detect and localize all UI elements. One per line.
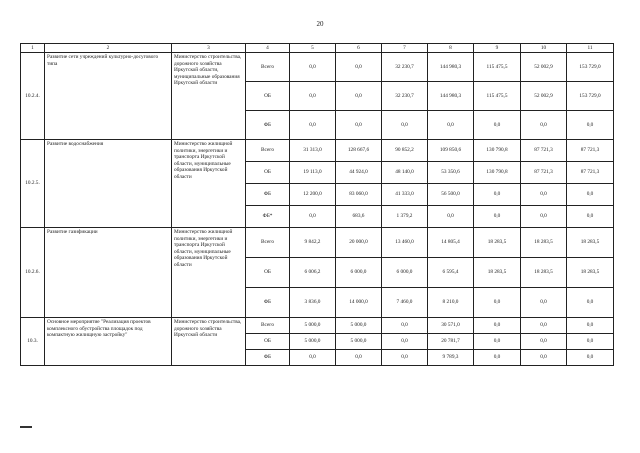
amount-cell: 0,0	[428, 111, 474, 140]
amount-cell: 0,0	[474, 206, 521, 228]
amount-cell: 115 475,5	[474, 53, 521, 82]
item-name: Основное мероприятие "Реализация проектов комплексного обустройства площадок под компактную жилищную застройку"	[45, 318, 172, 366]
amount-cell: 0,0	[474, 350, 521, 366]
header-row	[21, 44, 614, 53]
amount-cell: 0,0	[521, 334, 567, 350]
amount-cell: 3 836,0	[290, 288, 336, 318]
header-cell: 1	[21, 44, 45, 53]
budget-table	[20, 43, 614, 366]
amount-cell: 0,0	[567, 184, 614, 206]
amount-cell: 144 980,3	[428, 53, 474, 82]
item-name: Развитие сети учреждений культурно-досугового типа	[45, 53, 172, 140]
amount-cell: 18 283,5	[474, 228, 521, 258]
amount-cell: 13 460,0	[382, 228, 428, 258]
amount-cell: 7 460,0	[382, 288, 428, 318]
header-cell: 5	[290, 44, 336, 53]
table-row	[21, 140, 614, 162]
amount-cell: 18 283,5	[521, 258, 567, 288]
funding-source: ОБ	[246, 334, 290, 350]
funding-source: Всего	[246, 228, 290, 258]
header-cell: 6	[336, 44, 382, 53]
amount-cell: 0,0	[567, 334, 614, 350]
amount-cell: 9 789,3	[428, 350, 474, 366]
amount-cell: 0,0	[474, 334, 521, 350]
amount-cell: 52 002,9	[521, 53, 567, 82]
item-code: 10.2.4.	[21, 53, 45, 140]
amount-cell: 20 000,0	[336, 228, 382, 258]
amount-cell: 18 283,5	[521, 228, 567, 258]
funding-source: Всего	[246, 318, 290, 334]
amount-cell: 6 006,2	[290, 258, 336, 288]
amount-cell: 130 790,8	[474, 162, 521, 184]
amount-cell: 0,0	[521, 288, 567, 318]
table-row	[21, 53, 614, 82]
funding-source: ОБ	[246, 82, 290, 111]
amount-cell: 0,0	[567, 318, 614, 334]
amount-cell: 128 667,6	[336, 140, 382, 162]
amount-cell: 109 850,6	[428, 140, 474, 162]
amount-cell: 87 721,3	[521, 140, 567, 162]
amount-cell: 0,0	[290, 53, 336, 82]
header-cell: 4	[246, 44, 290, 53]
amount-cell: 32 230,7	[382, 82, 428, 111]
scan-mark	[20, 426, 32, 428]
amount-cell: 0,0	[428, 206, 474, 228]
amount-cell: 0,0	[521, 318, 567, 334]
amount-cell: 144 980,3	[428, 82, 474, 111]
amount-cell: 0,0	[336, 350, 382, 366]
funding-source: ФБ	[246, 111, 290, 140]
amount-cell: 87 721,3	[567, 140, 614, 162]
amount-cell: 0,0	[567, 350, 614, 366]
amount-cell: 32 230,7	[382, 53, 428, 82]
amount-cell: 0,0	[290, 350, 336, 366]
amount-cell: 90 852,2	[382, 140, 428, 162]
amount-cell: 18 283,5	[567, 228, 614, 258]
funding-source: ФБ	[246, 350, 290, 366]
amount-cell: 9 842,2	[290, 228, 336, 258]
header-cell: 9	[474, 44, 521, 53]
amount-cell: 0,0	[336, 82, 382, 111]
amount-cell: 0,0	[382, 111, 428, 140]
amount-cell: 0,0	[290, 111, 336, 140]
funding-source: ОБ	[246, 258, 290, 288]
amount-cell: 0,0	[474, 184, 521, 206]
header-cell: 8	[428, 44, 474, 53]
funding-source: ОБ	[246, 162, 290, 184]
amount-cell: 0,0	[382, 350, 428, 366]
amount-cell: 0,0	[521, 206, 567, 228]
amount-cell: 5 000,0	[336, 318, 382, 334]
amount-cell: 0,0	[290, 206, 336, 228]
funding-source: ФБ*	[246, 206, 290, 228]
amount-cell: 153 729,0	[567, 53, 614, 82]
amount-cell: 0,0	[336, 53, 382, 82]
amount-cell: 52 002,9	[521, 82, 567, 111]
header-cell: 3	[172, 44, 246, 53]
amount-cell: 0,0	[567, 111, 614, 140]
amount-cell: 18 283,5	[474, 258, 521, 288]
amount-cell: 18 283,5	[567, 258, 614, 288]
item-name: Развитие газификации	[45, 228, 172, 318]
amount-cell: 41 333,0	[382, 184, 428, 206]
amount-cell: 0,0	[474, 318, 521, 334]
amount-cell: 5 000,0	[290, 334, 336, 350]
item-name: Развитие водоснабжения	[45, 140, 172, 228]
funding-source: Всего	[246, 53, 290, 82]
header-cell: 2	[45, 44, 172, 53]
amount-cell: 48 140,0	[382, 162, 428, 184]
amount-cell: 5 000,0	[290, 318, 336, 334]
amount-cell: 0,0	[382, 318, 428, 334]
amount-cell: 0,0	[567, 288, 614, 318]
amount-cell: 30 571,0	[428, 318, 474, 334]
funding-source: Всего	[246, 140, 290, 162]
table-row	[21, 228, 614, 258]
amount-cell: 31 313,0	[290, 140, 336, 162]
amount-cell: 130 790,8	[474, 140, 521, 162]
amount-cell: 12 200,0	[290, 184, 336, 206]
amount-cell: 0,0	[521, 184, 567, 206]
amount-cell: 0,0	[336, 111, 382, 140]
amount-cell: 20 781,7	[428, 334, 474, 350]
header-cell: 7	[382, 44, 428, 53]
amount-cell: 683,6	[336, 206, 382, 228]
item-executor: Министерство строительства, дорожного хозяйства Иркутской области	[172, 318, 246, 366]
amount-cell: 19 113,0	[290, 162, 336, 184]
amount-cell: 0,0	[290, 82, 336, 111]
amount-cell: 115 475,5	[474, 82, 521, 111]
amount-cell: 0,0	[382, 334, 428, 350]
amount-cell: 56 500,0	[428, 184, 474, 206]
item-code: 10.2.5.	[21, 140, 45, 228]
amount-cell: 6 595,4	[428, 258, 474, 288]
funding-source: ФБ	[246, 184, 290, 206]
amount-cell: 5 000,0	[336, 334, 382, 350]
amount-cell: 83 060,0	[336, 184, 382, 206]
amount-cell: 6 000,0	[336, 258, 382, 288]
item-code: 10.3.	[21, 318, 45, 366]
item-executor: Министерство жилищной политики, энергетики и транспорта Иркутской области, муниципальные образования Иркутской области	[172, 228, 246, 318]
header-cell: 11	[567, 44, 614, 53]
amount-cell: 87 721,3	[521, 162, 567, 184]
amount-cell: 14 805,4	[428, 228, 474, 258]
amount-cell: 87 721,3	[567, 162, 614, 184]
amount-cell: 0,0	[474, 111, 521, 140]
amount-cell: 6 000,0	[382, 258, 428, 288]
amount-cell: 0,0	[567, 206, 614, 228]
amount-cell: 0,0	[474, 288, 521, 318]
item-code: 10.2.6.	[21, 228, 45, 318]
amount-cell: 8 210,0	[428, 288, 474, 318]
page-number: 20	[316, 20, 324, 28]
amount-cell: 0,0	[521, 350, 567, 366]
funding-source: ФБ	[246, 288, 290, 318]
item-executor: Министерство жилищной политики, энергетики и транспорта Иркутской области, муниципальные образования Иркутской области	[172, 140, 246, 228]
amount-cell: 44 924,0	[336, 162, 382, 184]
item-executor: Министерство строительства, дорожного хозяйства Иркутской области, муниципальные образования Иркутской области	[172, 53, 246, 140]
amount-cell: 153 729,0	[567, 82, 614, 111]
amount-cell: 1 379,2	[382, 206, 428, 228]
table-row	[21, 318, 614, 334]
amount-cell: 14 000,0	[336, 288, 382, 318]
header-cell: 10	[521, 44, 567, 53]
amount-cell: 0,0	[521, 111, 567, 140]
amount-cell: 53 350,6	[428, 162, 474, 184]
